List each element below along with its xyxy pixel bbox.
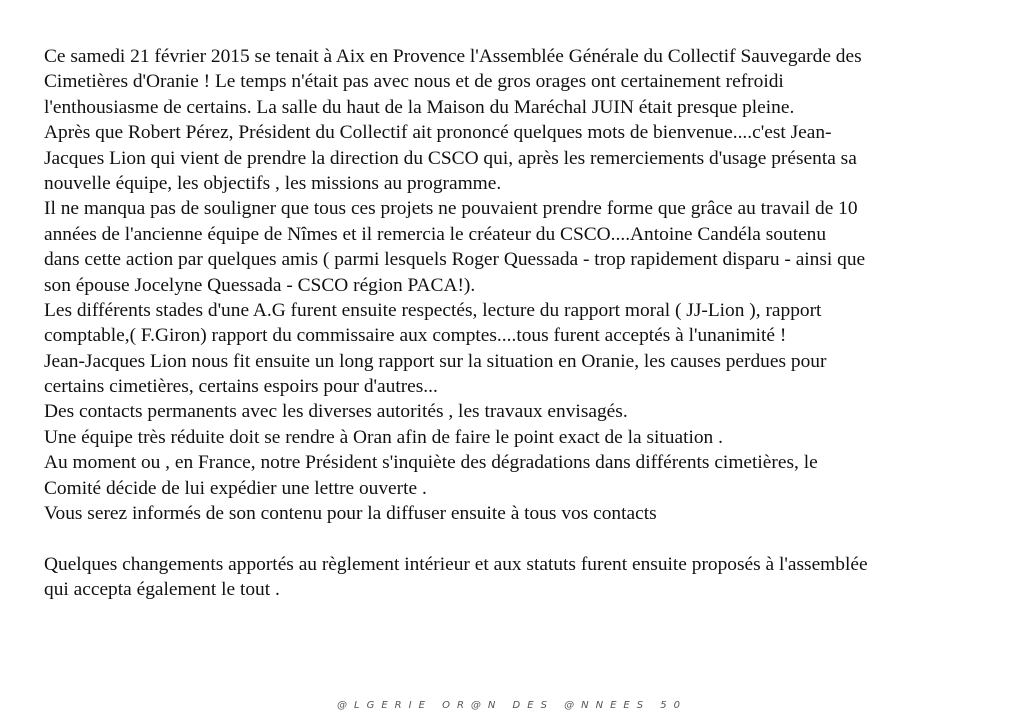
- text-line: Une équipe très réduite doit se rendre à Oran afin de faire le point exact de la situation .: [44, 426, 723, 448]
- text-line: Vous serez informés de son contenu pour la diffuser ensuite à tous vos contacts: [44, 503, 657, 525]
- text-line: nouvelle équipe, les objectifs , les missions au programme.: [44, 172, 502, 194]
- text-line: Cimetières d'Oranie ! Le temps n'était pas avec nous et de gros orages ont certainement refroidi: [44, 71, 784, 93]
- text-line: Comité décide de lui expédier une lettre ouverte .: [44, 477, 427, 499]
- text-line: Des contacts permanents avec les diverses autorités , les travaux envisagés.: [44, 401, 628, 423]
- document-body: [44, 44, 1004, 603]
- text-line: Les différents stades d'une A.G furent ensuite respectés, lecture du rapport moral ( JJ-Lion ), rapport: [44, 299, 822, 321]
- text-line: Après que Robert Pérez, Président du Collectif ait prononcé quelques mots de bienvenue....c'est Jean-: [44, 122, 832, 144]
- text-line: dans cette action par quelques amis ( parmi lesquels Roger Quessada - trop rapidement disparu - ainsi que: [44, 249, 866, 271]
- text-line: certains cimetières, certains espoirs pour d'autres...: [44, 376, 438, 398]
- page-footer: @LGERIE OR@N DES @NNEES 50: [337, 700, 687, 711]
- text-line: années de l'ancienne équipe de Nîmes et il remercia le créateur du CSCO....Antoine Candéla soutenu: [44, 223, 827, 245]
- paragraph-spacer: [44, 526, 1004, 551]
- text-line: son épouse Jocelyne Quessada - CSCO région PACA!).: [44, 274, 476, 296]
- text-line: Quelques changements apportés au règlement intérieur et aux statuts furent ensuite proposés à l'assemblée: [44, 553, 868, 575]
- text-line: comptable,( F.Giron) rapport du commissaire aux comptes....tous furent acceptés à l'unanimité !: [44, 325, 787, 347]
- text-line: Jacques Lion qui vient de prendre la direction du CSCO qui, après les remerciements d'usage présenta sa: [44, 147, 857, 169]
- text-line: qui accepta également le tout .: [44, 579, 280, 601]
- text-line: Il ne manqua pas de souligner que tous ces projets ne pouvaient prendre forme que grâce au travail de 10: [44, 198, 858, 220]
- text-line: l'enthousiasme de certains. La salle du haut de la Maison du Maréchal JUIN était presque pleine.: [44, 96, 795, 118]
- text-line: Ce samedi 21 février 2015 se tenait à Aix en Provence l'Assemblée Générale du Collectif Sauvegarde des: [44, 46, 862, 67]
- text-line: Jean-Jacques Lion nous fit ensuite un long rapport sur la situation en Oranie, les causes perdues pour: [44, 350, 827, 372]
- text-line: Au moment ou , en France, notre Président s'inquiète des dégradations dans différents cimetières, le: [44, 452, 818, 474]
